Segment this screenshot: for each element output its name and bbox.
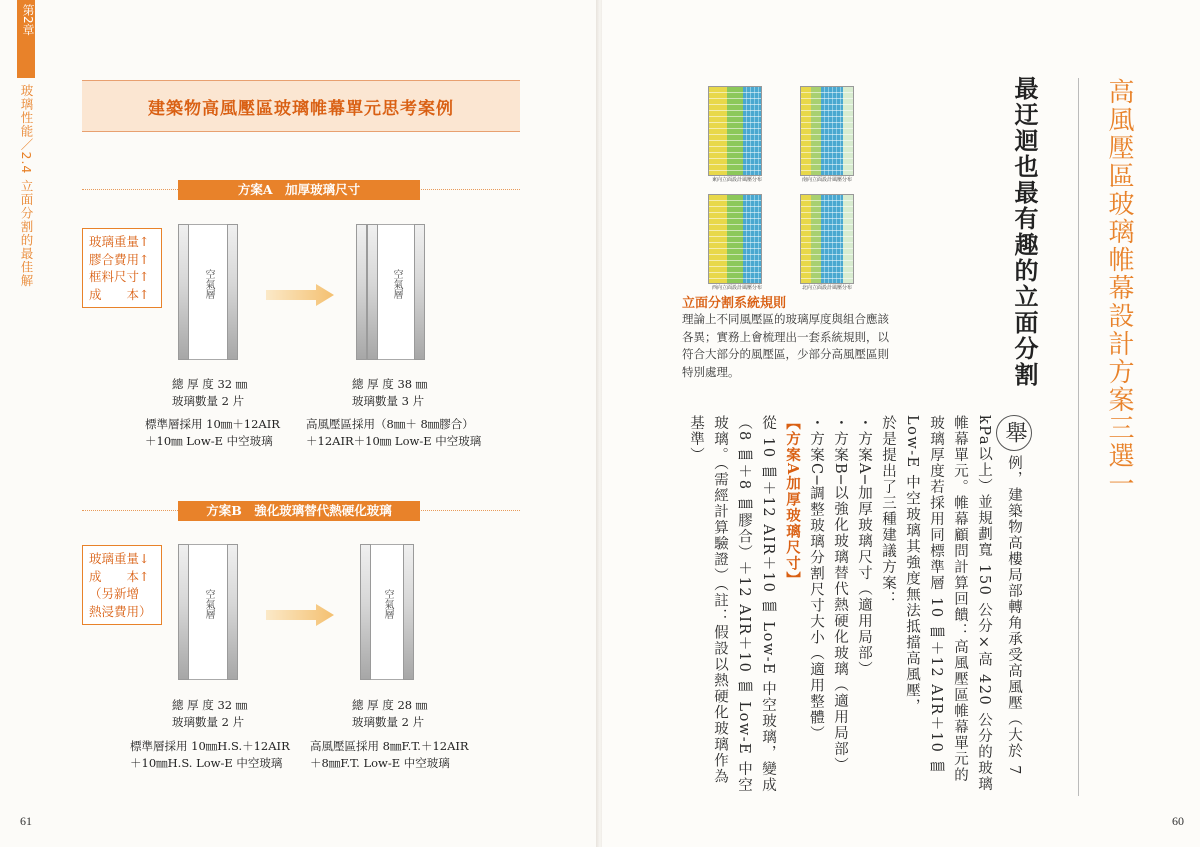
glass-pane	[227, 544, 238, 680]
air-layer: 空氣層	[189, 544, 227, 680]
plan-b-label: 方案B 強化玻璃替代熱硬化玻璃	[178, 501, 420, 521]
glass-pane	[367, 224, 378, 360]
left-page	[0, 0, 598, 847]
spec-line: 高風壓區採用（8㎜＋ 8㎜膠合）	[306, 417, 474, 431]
glass-pane	[360, 544, 371, 680]
figure-caption-body: 理論上不同風壓區的玻璃厚度與組合應該各異；實務上會梳理出一套系統規則，以符合大部分的風壓區，少部分高風壓區則特別處理。	[682, 312, 889, 379]
note-item: 膠合費用↑	[89, 251, 150, 267]
glass-pane	[227, 224, 238, 360]
thickness-text: 總 厚 度 28 ㎜	[352, 698, 428, 712]
spec-line: ＋8㎜F.T. Low-E 中空玻璃	[310, 756, 450, 770]
air-layer: 空氣層	[371, 544, 403, 680]
plan-a-label: 方案A 加厚玻璃尺寸	[178, 180, 420, 200]
air-layer: 空氣層	[189, 224, 227, 360]
spec-line: ＋10㎜ Low-E 中空玻璃	[145, 434, 273, 448]
wind-pressure-figures	[700, 76, 910, 291]
plan-a-after-caption	[352, 376, 427, 410]
pane-count-text: 玻璃數量 3 片	[352, 394, 425, 408]
note-item: 框料尺寸↑	[89, 269, 150, 284]
chapter-tab	[17, 0, 35, 78]
glass-pane	[178, 544, 189, 680]
glass-pane	[178, 224, 189, 360]
option-a: ・方案A─加厚玻璃尺寸（適用局部）	[856, 415, 872, 678]
paragraph-1	[900, 415, 1032, 795]
glass-pane	[403, 544, 414, 680]
thickness-text: 總 厚 度 32 ㎜	[172, 377, 248, 391]
note-item: 玻璃重量↑	[89, 234, 150, 249]
note-item: （另新增	[89, 586, 140, 601]
drop-cap: 舉	[996, 415, 1032, 451]
note-item: 成 本↑	[89, 286, 150, 302]
plan-b-before-caption	[172, 697, 247, 731]
glass-pane	[414, 224, 425, 360]
plan-b-after-spec	[310, 738, 469, 772]
paragraph-3: 從 10 ㎜＋12 AIR＋10 ㎜ Low-E 中空玻璃，變成（8 ㎜＋8 ㎜膠合）＋12 AIR＋10 ㎜ Low-E 中空玻璃。（需經計算驗證）（註：假設以熱硬化玻璃作為基準）	[688, 415, 776, 794]
elevation-chart-west	[708, 194, 762, 284]
body-text	[672, 415, 1032, 795]
spec-line: ＋10㎜H.S. Low-E 中空玻璃	[130, 756, 283, 770]
elevation-chart-north	[800, 194, 854, 284]
air-layer: 空氣層	[378, 224, 414, 360]
chart-caption: 北向立面設計風壓分布	[802, 285, 853, 291]
chapter-tab-label: 第2章	[21, 4, 35, 36]
plan-a-after-spec	[306, 416, 481, 450]
thickness-text: 總 厚 度 32 ㎜	[172, 698, 248, 712]
pane-count-text: 玻璃數量 2 片	[172, 394, 245, 408]
chart-caption: 東向立面設計風壓分布	[712, 177, 763, 183]
section-side-label: 玻璃性能／2.4 立面分割的最佳解	[19, 84, 34, 288]
pane-count-text: 玻璃數量 2 片	[352, 715, 425, 729]
plan-b-notes	[82, 545, 162, 625]
elevation-chart-south	[800, 86, 854, 176]
plan-b-after-caption	[352, 697, 427, 731]
plan-a-before-caption	[172, 376, 247, 410]
page-number: 60	[1172, 814, 1184, 828]
chapter-title: 高風壓區玻璃帷幕設計方案三選一	[1104, 78, 1134, 498]
plan-a-notes	[82, 228, 162, 308]
paragraph-2: 於是提出了三種建議方案：	[880, 415, 896, 607]
spec-line: 標準層採用 10㎜＋12AIR	[145, 417, 280, 431]
spec-line: 標準層採用 10㎜H.S.＋12AIR	[130, 739, 290, 753]
note-item: 玻璃重量↓	[89, 551, 150, 566]
thickness-text: 總 厚 度 38 ㎜	[352, 377, 428, 391]
chart-caption: 西向立面設計風壓分布	[712, 285, 763, 291]
page-number: 61	[20, 814, 32, 828]
plan-b-before-spec	[130, 738, 290, 772]
glass-pane	[356, 224, 367, 360]
right-arrow-icon	[266, 284, 334, 306]
plan-a-before-spec	[145, 416, 280, 450]
option-b: ・方案B─以強化玻璃替代熱硬化玻璃（適用局部）	[832, 415, 848, 774]
sub-heading: 【方案A加厚玻璃尺寸】	[784, 415, 801, 588]
figure-title-band	[82, 80, 520, 132]
spec-line: ＋12AIR＋10㎜ Low-E 中空玻璃	[306, 434, 482, 448]
spec-line: 高風壓區採用 8㎜F.T.＋12AIR	[310, 739, 469, 753]
option-c: ・方案C─調整玻璃分割尺寸大小（適用整體）	[808, 415, 824, 742]
figure-title: 建築物高風壓區玻璃帷幕單元思考案例	[148, 99, 454, 119]
note-item: 熱浸費用）	[89, 603, 152, 619]
elevation-chart-east	[708, 86, 762, 176]
pane-count-text: 玻璃數量 2 片	[172, 715, 245, 729]
note-item: 成 本↑	[89, 568, 150, 584]
section-headline: 最迂迴也最有趣的立面分割	[1010, 76, 1039, 388]
paragraph-text: 例，建築物高樓局部轉角承受高風壓（大於 7 kPa以上）並規劃寬 150 公分×高 420 公分的玻璃帷幕單元。帷幕顧問計算回饋：高風壓區帷幕單元的玻璃厚度若採用同標準層 10 ㎜＋12 AIR＋10 ㎜ Low-E 中空玻璃其強度無法抵擋高風壓，	[904, 415, 1022, 793]
right-arrow-icon	[266, 604, 334, 626]
figure-caption-title: 立面分割系統規則	[682, 296, 787, 311]
right-page	[602, 0, 1200, 847]
chart-caption: 南向立面設計風壓分布	[802, 177, 853, 183]
